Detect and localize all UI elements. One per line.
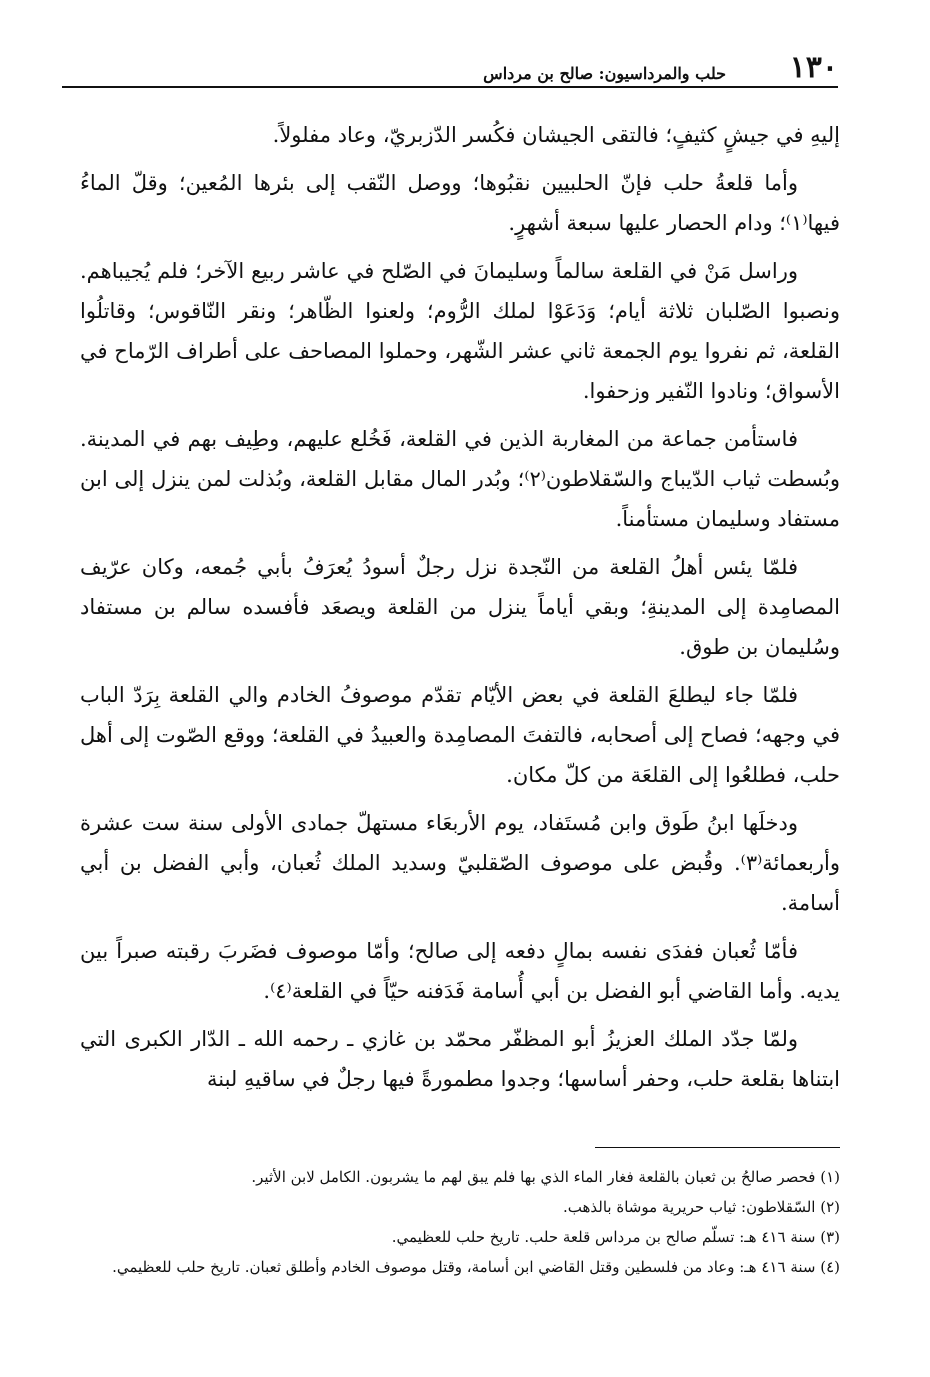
paragraph: ولمّا جدّد الملك العزيزُ أبو المظفّر محمّد بن غازي ـ رحمه الله ـ الدّار الكبرى التي ابتناها بقلعة حلب، وحفر أساسها؛ وجدوا مطمورةً فيها رجلٌ في ساقيهِ لبنة: [80, 1027, 840, 1091]
footnote: (١) فحصر صالحُ بن ثعبان بالقلعة فغار الماء الذي بها فلم يبق لهم ما يشربون. الكامل لابن الأثير.: [251, 1168, 840, 1186]
paragraph: وأما قلعةُ حلب فإنّ الحلبيين نقبُوها؛ ووصل النّقب إلى بئرها المُعين؛ وقلّ الماءُ فيها⁽١⁾؛ ودام الحصار عليها سبعة أشهرٍ.: [80, 171, 840, 235]
paragraph: فأمّا ثُعبان ففدَى نفسه بمالٍ دفعه إلى صالح؛ وأمّا موصوف فضَربَ رقبته صبراً بين يديه. وأما القاضي أبو الفضل بن أبي أُسامة فَدَفنه حيّاً في القلعة⁽٤⁾.: [80, 939, 840, 1003]
paragraph: فلمّا جاء ليطلعَ القلعة في بعض الأيّام تقدّم موصوفُ الخادم والي القلعة بِرَدّ الباب في وجهه؛ فصاح إلى أصحابه، فالتفتَ المصامِدة والعبيدُ في القلعة؛ ووقع الصّوت إلى أهل حلب، فطلعُوا إلى القلعَة من كلّ مكان.: [80, 683, 840, 787]
paragraph: ودخلَها ابنُ طَوق وابن مُستَفاد، يوم الأربعَاء مستهلّ جمادى الأولى سنة ست عشرة وأربعمائة⁽٣⁾. وقُبض على موصوف الصّقلبيّ وسديد الملك ثُعبان، وأبي الفضل بن أبي أسامة.: [80, 811, 840, 915]
main-text: [80, 115, 840, 1107]
footnote: (٤) سنة ٤١٦ هـ: وعاد من فلسطين وقتل القاضي ابن أسامة، وقتل موصوف الخادم وأطلق ثعبان. تاريخ حلب للعظيمي.: [112, 1258, 840, 1276]
footnote: (٢) السّقلاطون: ثياب حريرية موشاة بالذهب.: [562, 1198, 840, 1216]
page-header: [62, 50, 838, 90]
header-rule: [62, 86, 838, 88]
footnote-separator: [595, 1147, 840, 1148]
page-number: ١٣٠: [789, 50, 838, 85]
paragraph: فلمّا يئس أهلُ القلعة من النّجدة نزل رجلٌ أسودُ يُعرَفُ بأبي جُمعه، وكان عرّيف المصامِدة إلى المدينةِ؛ وبقي أياماً ينزل من القلعة ويصعَد فأفسده سالم بن مستفاد وسُليمان بن طوق.: [80, 555, 840, 659]
paragraph: إليهِ في جيشٍ كثيفٍ؛ فالتقى الجيشان فكُسر الدّزبريّ، وعاد مفلولاً.: [272, 123, 840, 147]
running-title: حلب والمرداسيون: صالح بن مرداس: [483, 64, 726, 83]
footnotes: [80, 1162, 840, 1282]
paragraph: وراسل مَنْ في القلعة سالماً وسليمانَ في الصّلح في عاشر ربيع الآخر؛ فلم يُجيباهم. ونصبوا الصّلبان ثلاثة أيام؛ وَدَعَوْا لملك الرُّوم؛ ولعنوا الظّاهر؛ ونقر النّاقوس؛ وقاتلُوا القلعة، ثم نفروا يوم الجمعة ثاني عشر الشّهر، وحملوا المصاحف على أطراف الرّماح في الأسواق؛ ونادوا النّفير وزحفوا.: [80, 259, 840, 403]
footnote: (٣) سنة ٤١٦ هـ: تسلّم صالح بن مرداس قلعة حلب. تاريخ حلب للعظيمي.: [391, 1228, 840, 1246]
paragraph: فاستأمن جماعة من المغاربة الذين في القلعة، فَخُلع عليهم، وطِيف بهم في المدينة. وبُسطت ثياب الدّيباج والسّقلاطون⁽٢⁾؛ وبُدر المال مقابل القلعة، وبُذلت لمن ينزل إلى ابن مستفاد وسليمان مستأمناً.: [80, 427, 840, 531]
